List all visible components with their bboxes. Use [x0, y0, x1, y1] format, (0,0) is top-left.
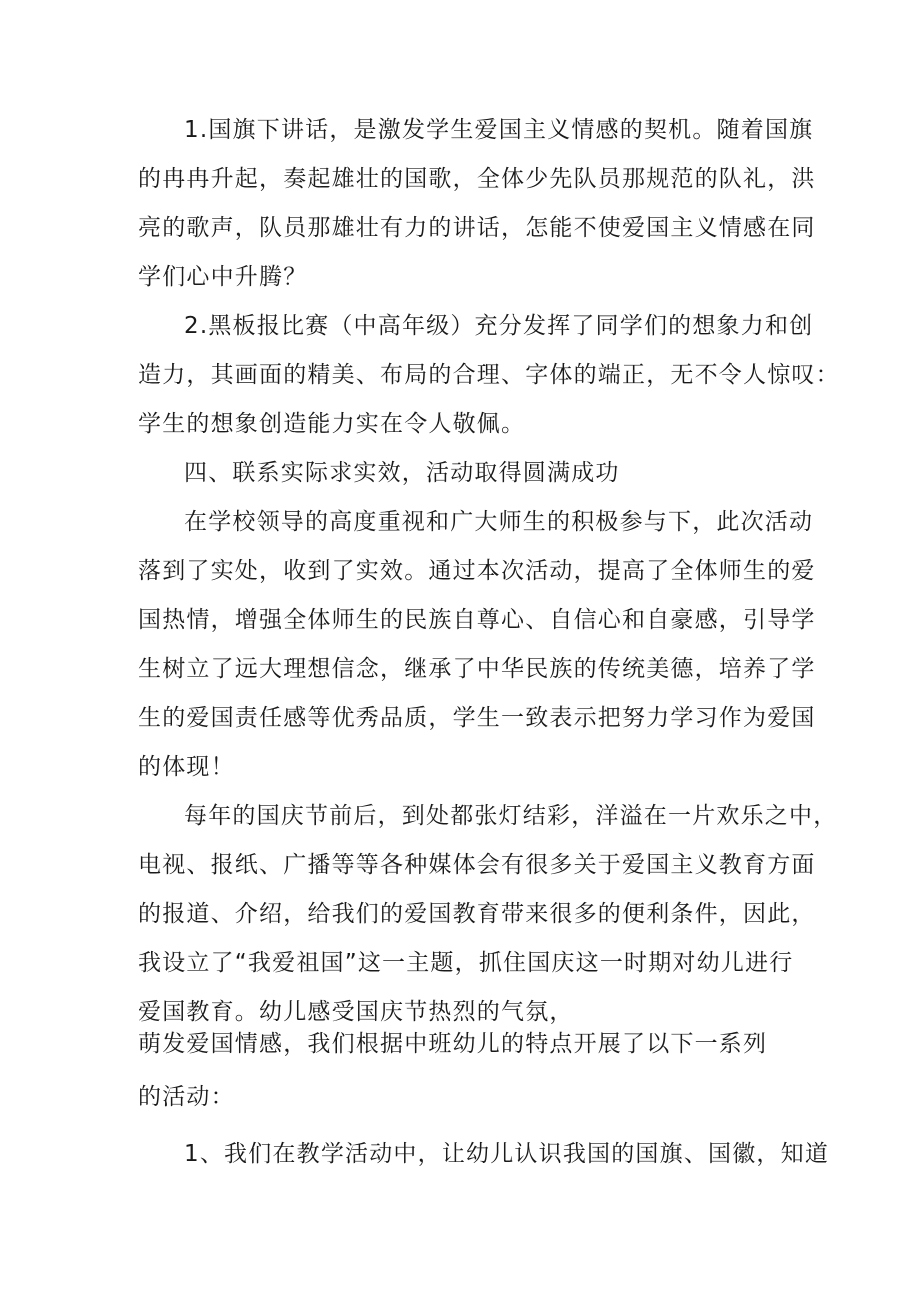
paragraph-2-line-3: 学生的想象创造能力实在令人敬佩。	[138, 411, 526, 437]
section-heading: 四、联系实际求实效，活动取得圆满成功	[184, 460, 620, 486]
paragraph-3-line-2: 落到了实处，收到了实效。通过本次活动，提高了全体师生的爱	[138, 558, 816, 584]
paragraph-1-line-2: 的冉冉升起，奏起雄壮的国歌，全体少先队员那规范的队礼，洪	[138, 166, 816, 192]
paragraph-4-line-3: 的报道、介绍，给我们的爱国教育带来很多的便利条件，因此，	[138, 901, 816, 927]
paragraph-4-line-2: 电视、报纸、广播等等各种媒体会有很多关于爱国主义教育方面	[138, 852, 816, 878]
paragraph-2-line-1: 2.黑板报比赛（中高年级）充分发挥了同学们的想象力和创	[184, 313, 814, 339]
paragraph-3-line-5: 生的爱国责任感等优秀品质，学生一致表示把努力学习作为爱国	[138, 705, 816, 731]
paragraph-3-line-4: 生树立了远大理想信念，继承了中华民族的传统美德，培养了学	[138, 656, 816, 682]
paragraph-1-line-4: 学们心中升腾？	[138, 264, 308, 290]
paragraph-2-line-2: 造力，其画面的精美、布局的合理、字体的端正，无不令人惊叹：	[138, 362, 840, 388]
paragraph-4-line-1: 每年的国庆节前后，到处都张灯结彩，洋溢在一片欢乐之中，	[184, 803, 838, 829]
paragraph-3-line-1: 在学校领导的高度重视和广大师生的积极参与下，此次活动	[184, 509, 814, 535]
paragraph-1-line-1: 1.国旗下讲话，是激发学生爱国主义情感的契机。随着国旗	[184, 117, 814, 143]
paragraph-1-line-3: 亮的歌声，队员那雄壮有力的讲话，怎能不使爱国主义情感在同	[138, 215, 816, 241]
paragraph-4-line-4: 我设立了“我爱祖国”这一主题，抓住国庆这一时期对幼儿进行	[138, 950, 794, 976]
paragraph-4-line-6: 萌发爱国情感，我们根据中班幼儿的特点开展了以下一系列	[138, 1031, 768, 1057]
paragraph-4-line-5: 爱国教育。幼儿感受国庆节热烈的气氛，	[138, 999, 574, 1025]
paragraph-4-line-7: 的活动：	[138, 1084, 235, 1110]
paragraph-3-line-3: 国热情，增强全体师生的民族自尊心、自信心和自豪感，引导学	[138, 607, 816, 633]
paragraph-3-line-6: 的体现！	[138, 754, 235, 780]
paragraph-5-line-1: 1、我们在教学活动中，让幼儿认识我国的国旗、国徽，知道	[184, 1141, 830, 1167]
